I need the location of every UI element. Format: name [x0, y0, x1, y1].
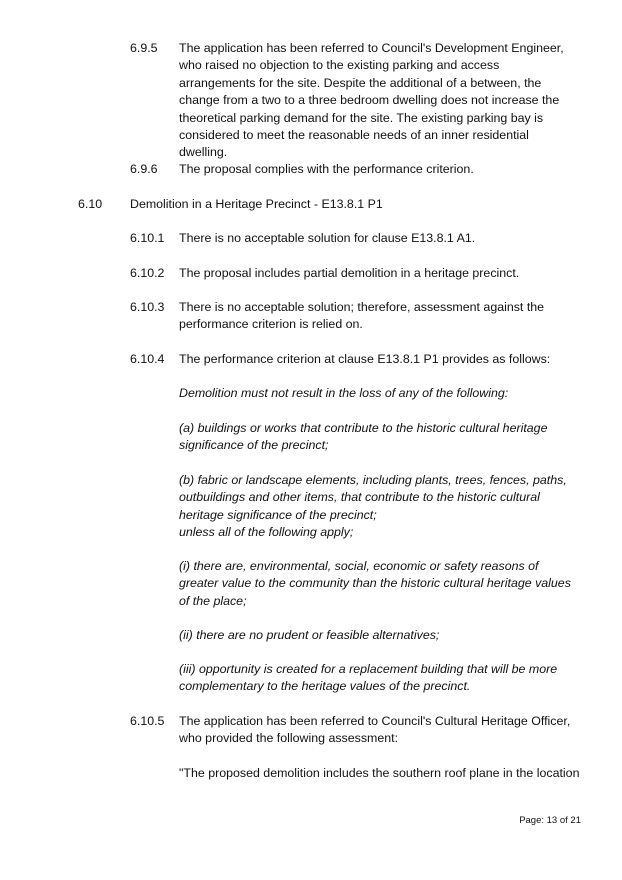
criterion-a-text: (a) buildings or works that contribute to the historic cultural heritage significance of the precinct;: [179, 421, 548, 453]
criterion-i-text: (i) there are, environmental, social, economic or safety reasons of greater value to the community than the historic cultural heritage values of the place;: [179, 559, 571, 608]
clause-text: The application has been referred to Council's Cultural Heritage Officer, who provided the following assessment:: [179, 714, 571, 746]
section-title: Demolition in a Heritage Precinct - E13.8.1 P1: [130, 197, 383, 211]
clause-text: The application has been referred to Council's Development Engineer, who raised no objection to the existing parking and access arrangements for the site. Despite the additional of a between, the change from a two to a three bedroom dwelling does not increase the theoretical parking demand for the site. The existing parking bay is considered to meet the reasonable needs of an inner residential dwelling.: [179, 41, 564, 160]
clause-number: 6.9.6: [130, 162, 158, 176]
clause-number: 6.10.5: [130, 714, 165, 728]
criterion-iii-text: (iii) opportunity is created for a replacement building that will be more complementary to the heritage values of the precinct.: [179, 662, 558, 694]
criterion-unless-text: unless all of the following apply;: [179, 525, 354, 539]
criterion-ii-text: (ii) there are no prudent or feasible alternatives;: [179, 628, 440, 642]
section-number: 6.10: [78, 197, 103, 211]
clause-text: There is no acceptable solution; therefore, assessment against the performance criterion is relied on.: [179, 300, 545, 332]
assessment-quote-text: "The proposed demolition includes the southern roof plane in the location: [179, 766, 580, 780]
clause-number: 6.10.1: [130, 231, 165, 245]
clause-text: The proposal complies with the performance criterion.: [179, 162, 474, 176]
clause-number: 6.10.2: [130, 266, 165, 280]
criterion-b-text: (b) fabric or landscape elements, including plants, trees, fences, paths, outbuildings and other items, that contribute to the historic cultural heritage significance of the precinct;: [179, 473, 567, 522]
clause-text: There is no acceptable solution for clause E13.8.1 A1.: [179, 231, 476, 245]
clause-number: 6.9.5: [130, 41, 158, 55]
criterion-intro-text: Demolition must not result in the loss of any of the following:: [179, 386, 509, 400]
page-number: Page: 13 of 21: [519, 815, 581, 826]
clause-text: The proposal includes partial demolition in a heritage precinct.: [179, 266, 520, 280]
clause-number: 6.10.4: [130, 352, 165, 366]
clause-number: 6.10.3: [130, 300, 165, 314]
clause-text: The performance criterion at clause E13.8.1 P1 provides as follows:: [179, 352, 551, 366]
